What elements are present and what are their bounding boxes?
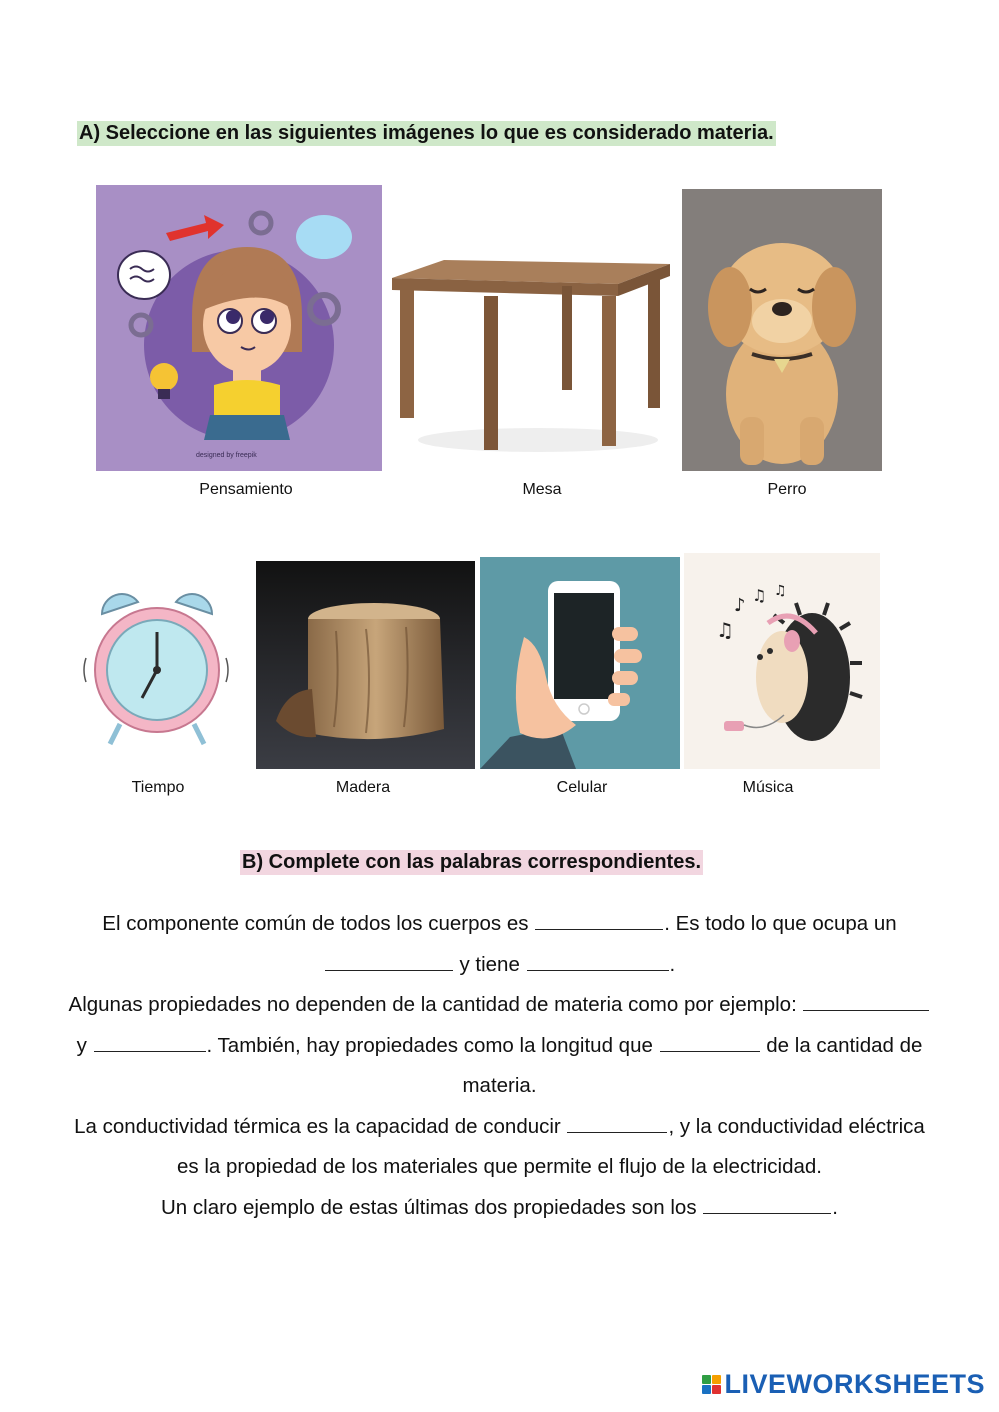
paragraph-line-7 [0,1147,999,1188]
paragraph-line-1 [0,904,999,945]
logo-letter-l [702,1375,711,1384]
svg-text:♫: ♫ [716,618,734,642]
blank-field[interactable] [527,953,669,971]
musica-image[interactable] [684,553,880,769]
pensamiento-image[interactable] [96,185,382,471]
blank-field[interactable] [567,1115,667,1133]
svg-text:♪: ♪ [734,595,746,616]
caption-pensamiento: Pensamiento [199,481,293,498]
section-b-heading: B) Complete con las palabras correspondientes. [242,851,702,873]
madera-image[interactable] [256,561,475,769]
blank-field[interactable] [325,953,453,971]
caption-perro: Perro [767,481,807,498]
text-fragment: , y la conductividad eléctrica [668,1114,925,1138]
paragraph-line-4 [0,1026,999,1067]
caption-musica: Música [742,779,794,796]
text-fragment: . Es todo lo que ocupa un [664,912,897,935]
logo-letter-i [712,1375,721,1384]
text-fragment: . También, hay propiedades como la longitud que [206,1033,659,1057]
paragraph-line-3 [0,985,999,1026]
caption-madera: Madera [335,779,391,796]
blank-field[interactable] [535,912,663,930]
blank-field[interactable] [94,1034,206,1052]
paragraph-line-8 [0,1188,999,1229]
text-fragment: materia. [462,1074,537,1097]
freepik-watermark: designed by freepik [196,452,257,459]
text-fragment: La conductividad térmica es la capacidad de conducir [74,1114,567,1138]
caption-celular: Celular [556,779,608,796]
perro-image[interactable] [682,189,882,471]
text-fragment: El componente común de todos los cuerpos es [102,912,535,935]
text-fragment: . [832,1195,838,1219]
logo-letter-v [702,1385,711,1394]
tiempo-image[interactable] [80,584,234,748]
text-fragment: y [76,1033,93,1057]
logo-letter-e [712,1385,721,1394]
liveworksheets-logo [702,1369,985,1400]
text-fragment: Algunas propiedades no dependen de la cantidad de materia como por ejemplo: [68,993,803,1016]
blank-field[interactable] [703,1196,831,1214]
section-a-heading: A) Seleccione en las siguientes imágenes lo que es considerado materia. [79,122,774,144]
text-fragment: . [669,952,676,976]
celular-image[interactable] [480,557,680,769]
blank-field[interactable] [803,993,929,1011]
text-fragment: y tiene [453,952,526,976]
caption-mesa: Mesa [522,481,562,498]
logo-text: LIVEWORKSHEETS [724,1369,985,1399]
svg-text:♫: ♫ [752,586,767,605]
blank-field[interactable] [660,1034,760,1052]
text-fragment: Un claro ejemplo de estas últimas dos propiedades son los [161,1195,703,1219]
logo-mark-icon [702,1375,721,1394]
caption-tiempo: Tiempo [131,779,185,796]
paragraph-line-5 [0,1066,999,1107]
paragraph-line-2 [0,945,999,986]
svg-text:♫: ♫ [774,583,787,599]
text-fragment: es la propiedad de los materiales que permite el flujo de la electricidad. [177,1155,822,1178]
paragraph-line-6 [0,1107,999,1148]
fill-in-paragraph [0,904,999,1228]
text-fragment: de la cantidad de [760,1033,923,1057]
mesa-image[interactable] [388,200,673,462]
